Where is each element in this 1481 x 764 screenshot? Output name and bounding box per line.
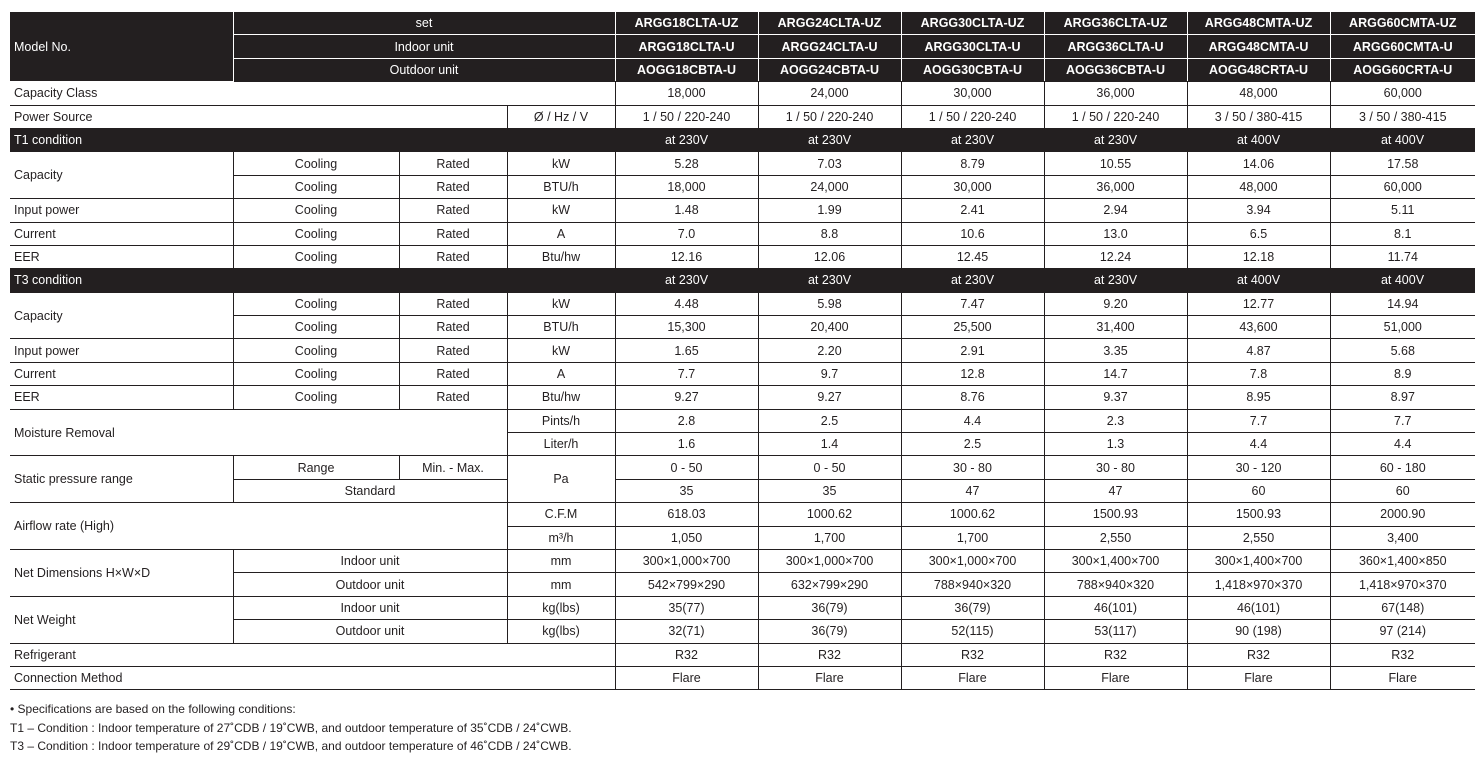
rating-cell: Rated [399, 316, 507, 339]
value-cell: 1,700 [901, 526, 1044, 549]
row-label: Capacity [10, 152, 233, 199]
value-cell: 7.47 [901, 292, 1044, 315]
unit-cell: kg(lbs) [507, 620, 615, 643]
unit-cell: BTU/h [507, 175, 615, 198]
value-cell: 10.55 [1044, 152, 1187, 175]
value-cell: 36,000 [1044, 175, 1187, 198]
value-cell: 9.37 [1044, 386, 1187, 409]
outdoor-model: AOGG36CBTA-U [1044, 58, 1187, 81]
outdoor-model: AOGG24CBTA-U [758, 58, 901, 81]
value-cell: 9.27 [615, 386, 758, 409]
static-pressure-row [10, 456, 1475, 479]
value-cell: 1 / 50 / 220-240 [1044, 105, 1187, 128]
rating-cell: Rated [399, 362, 507, 385]
t3-row [10, 339, 1475, 362]
indoor-model: ARGG30CLTA-U [901, 35, 1044, 58]
value-cell: 1.4 [758, 433, 901, 456]
outdoor-label: Outdoor unit [233, 58, 615, 81]
voltage-cell: at 230V [615, 128, 758, 151]
refrigerant-row [10, 643, 1475, 666]
voltage-cell: at 230V [901, 128, 1044, 151]
weight-row [10, 596, 1475, 619]
note-intro: • Specifications are based on the following conditions: [10, 702, 296, 716]
value-cell: 1.65 [615, 339, 758, 362]
value-cell: 36(79) [901, 596, 1044, 619]
value-cell: 0 - 50 [615, 456, 758, 479]
unit-cell: Pa [507, 456, 615, 503]
value-cell: 46(101) [1187, 596, 1330, 619]
value-cell: Flare [1330, 666, 1475, 689]
unit-cell: A [507, 362, 615, 385]
value-cell: 36,000 [1044, 82, 1187, 105]
value-cell: 67(148) [1330, 596, 1475, 619]
value-cell: 24,000 [758, 175, 901, 198]
unit-cell: Btu/hw [507, 386, 615, 409]
value-cell: 788×940×320 [1044, 573, 1187, 596]
value-cell: 2.5 [901, 433, 1044, 456]
value-cell: 30,000 [901, 82, 1044, 105]
value-cell: 14.06 [1187, 152, 1330, 175]
value-cell: 18,000 [615, 82, 758, 105]
value-cell: 300×1,000×700 [758, 549, 901, 572]
value-cell: 4.4 [1330, 433, 1475, 456]
value-cell: 5.68 [1330, 339, 1475, 362]
note-t1: T1 – Condition : Indoor temperature of 27˚CDB / 19˚CWB, and outdoor temperature of 35˚CDB / 24˚CWB. [10, 720, 572, 735]
value-cell: 30 - 80 [901, 456, 1044, 479]
row-label: Moisture Removal [10, 409, 507, 456]
mode-cell: Cooling [233, 152, 399, 175]
value-cell: 60 [1330, 479, 1475, 502]
value-cell: R32 [615, 643, 758, 666]
voltage-cell: at 230V [758, 269, 901, 292]
value-cell: 35(77) [615, 596, 758, 619]
value-cell: 7.7 [615, 362, 758, 385]
row-label: Capacity Class [10, 82, 615, 105]
value-cell: 1 / 50 / 220-240 [901, 105, 1044, 128]
value-cell: 1500.93 [1187, 503, 1330, 526]
mode-cell: Cooling [233, 339, 399, 362]
rating-cell: Rated [399, 152, 507, 175]
unit-cell: kW [507, 152, 615, 175]
value-cell: 12.18 [1187, 245, 1330, 268]
voltage-cell: at 230V [901, 269, 1044, 292]
value-cell: 7.03 [758, 152, 901, 175]
value-cell: 4.4 [901, 409, 1044, 432]
voltage-cell: at 400V [1330, 269, 1475, 292]
value-cell: 60,000 [1330, 82, 1475, 105]
value-cell: 2.3 [1044, 409, 1187, 432]
value-cell: 8.95 [1187, 386, 1330, 409]
value-cell: 43,600 [1187, 316, 1330, 339]
set-model: ARGG24CLTA-UZ [758, 12, 901, 35]
value-cell: Flare [1044, 666, 1187, 689]
value-cell: 30,000 [901, 175, 1044, 198]
sub-label: Outdoor unit [233, 620, 507, 643]
value-cell: 12.45 [901, 245, 1044, 268]
value-cell: 2000.90 [1330, 503, 1475, 526]
t1-row [10, 245, 1475, 268]
value-cell: 9.7 [758, 362, 901, 385]
value-cell: 300×1,400×700 [1187, 549, 1330, 572]
value-cell: 3.94 [1187, 199, 1330, 222]
voltage-cell: at 400V [1187, 128, 1330, 151]
value-cell: 3 / 50 / 380-415 [1187, 105, 1330, 128]
row-label: Net Weight [10, 596, 233, 643]
indoor-model: ARGG18CLTA-U [615, 35, 758, 58]
rating-cell: Rated [399, 292, 507, 315]
value-cell: 12.77 [1187, 292, 1330, 315]
value-cell: 9.27 [758, 386, 901, 409]
unit-cell: kW [507, 292, 615, 315]
value-cell: 1 / 50 / 220-240 [615, 105, 758, 128]
row-label: Current [10, 362, 233, 385]
value-cell: 1.99 [758, 199, 901, 222]
value-cell: 1.6 [615, 433, 758, 456]
value-cell: 1,050 [615, 526, 758, 549]
value-cell: 90 (198) [1187, 620, 1330, 643]
voltage-cell: at 400V [1187, 269, 1330, 292]
value-cell: 4.87 [1187, 339, 1330, 362]
range-label: Range [233, 456, 399, 479]
sub-label: Indoor unit [233, 549, 507, 572]
row-label: Input power [10, 199, 233, 222]
mode-cell: Cooling [233, 362, 399, 385]
set-model: ARGG60CMTA-UZ [1330, 12, 1475, 35]
value-cell: 2.8 [615, 409, 758, 432]
value-cell: 2.20 [758, 339, 901, 362]
connection-row [10, 666, 1475, 689]
unit-cell: kg(lbs) [507, 596, 615, 619]
value-cell: 5.98 [758, 292, 901, 315]
value-cell: 14.94 [1330, 292, 1475, 315]
value-cell: Flare [615, 666, 758, 689]
value-cell: 25,500 [901, 316, 1044, 339]
value-cell: 32(71) [615, 620, 758, 643]
value-cell: 7.7 [1187, 409, 1330, 432]
value-cell: 8.8 [758, 222, 901, 245]
voltage-cell: at 400V [1330, 128, 1475, 151]
value-cell: 12.8 [901, 362, 1044, 385]
mode-cell: Cooling [233, 222, 399, 245]
mode-cell: Cooling [233, 386, 399, 409]
value-cell: 11.74 [1330, 245, 1475, 268]
value-cell: 3,400 [1330, 526, 1475, 549]
value-cell: 48,000 [1187, 82, 1330, 105]
value-cell: 5.28 [615, 152, 758, 175]
value-cell: 2.41 [901, 199, 1044, 222]
voltage-cell: at 230V [758, 128, 901, 151]
value-cell: 17.58 [1330, 152, 1475, 175]
indoor-model: ARGG48CMTA-U [1187, 35, 1330, 58]
value-cell: 36(79) [758, 596, 901, 619]
condition-label: T1 condition [10, 128, 615, 151]
value-cell: 10.6 [901, 222, 1044, 245]
value-cell: 4.48 [615, 292, 758, 315]
row-label: Power Source [10, 105, 507, 128]
rating-cell: Rated [399, 199, 507, 222]
value-cell: 13.0 [1044, 222, 1187, 245]
value-cell: R32 [1044, 643, 1187, 666]
value-cell: 15,300 [615, 316, 758, 339]
value-cell: 8.76 [901, 386, 1044, 409]
outdoor-model: AOGG60CRTA-U [1330, 58, 1475, 81]
row-label: EER [10, 245, 233, 268]
standard-label: Standard [233, 479, 507, 502]
voltage-cell: at 230V [1044, 128, 1187, 151]
value-cell: 12.16 [615, 245, 758, 268]
set-model: ARGG36CLTA-UZ [1044, 12, 1187, 35]
row-label: Net Dimensions H×W×D [10, 549, 233, 596]
value-cell: 36(79) [758, 620, 901, 643]
value-cell: 788×940×320 [901, 573, 1044, 596]
unit-cell: Pints/h [507, 409, 615, 432]
value-cell: 20,400 [758, 316, 901, 339]
value-cell: 24,000 [758, 82, 901, 105]
value-cell: 0 - 50 [758, 456, 901, 479]
unit-cell: mm [507, 573, 615, 596]
row-label: Input power [10, 339, 233, 362]
sub-label: Indoor unit [233, 596, 507, 619]
unit-cell: kW [507, 199, 615, 222]
outdoor-model: AOGG30CBTA-U [901, 58, 1044, 81]
value-cell: 2,550 [1187, 526, 1330, 549]
moisture-row [10, 409, 1475, 432]
value-cell: 7.0 [615, 222, 758, 245]
unit-cell: BTU/h [507, 316, 615, 339]
mode-cell: Cooling [233, 199, 399, 222]
minmax-label: Min. - Max. [399, 456, 507, 479]
value-cell: 46(101) [1044, 596, 1187, 619]
unit-cell: Ø / Hz / V [507, 105, 615, 128]
t1-row [10, 152, 1475, 175]
note-t3: T3 – Condition : Indoor temperature of 29˚CDB / 19˚CWB, and outdoor temperature of 46˚CDB / 24˚CWB. [10, 739, 572, 753]
value-cell: 8.9 [1330, 362, 1475, 385]
set-label: set [233, 12, 615, 35]
rating-cell: Rated [399, 222, 507, 245]
value-cell: 14.7 [1044, 362, 1187, 385]
value-cell: 18,000 [615, 175, 758, 198]
value-cell: 1.3 [1044, 433, 1187, 456]
rating-cell: Rated [399, 386, 507, 409]
voltage-cell: at 230V [615, 269, 758, 292]
sub-label: Outdoor unit [233, 573, 507, 596]
t1-row [10, 199, 1475, 222]
value-cell: 6.5 [1187, 222, 1330, 245]
indoor-model: ARGG60CMTA-U [1330, 35, 1475, 58]
row-label: Refrigerant [10, 643, 615, 666]
dimensions-row [10, 549, 1475, 572]
value-cell: 2,550 [1044, 526, 1187, 549]
value-cell: 1500.93 [1044, 503, 1187, 526]
value-cell: R32 [901, 643, 1044, 666]
outdoor-model: AOGG48CRTA-U [1187, 58, 1330, 81]
value-cell: 1000.62 [901, 503, 1044, 526]
outdoor-model: AOGG18CBTA-U [615, 58, 758, 81]
value-cell: 300×1,000×700 [615, 549, 758, 572]
t3-row [10, 292, 1475, 315]
set-model: ARGG48CMTA-UZ [1187, 12, 1330, 35]
unit-cell: mm [507, 549, 615, 572]
value-cell: 51,000 [1330, 316, 1475, 339]
value-cell: Flare [901, 666, 1044, 689]
value-cell: 8.1 [1330, 222, 1475, 245]
value-cell: 1,700 [758, 526, 901, 549]
capacity-class-row [10, 82, 1475, 105]
rating-cell: Rated [399, 339, 507, 362]
t3-band [10, 269, 1475, 292]
set-model: ARGG18CLTA-UZ [615, 12, 758, 35]
spec-table [10, 12, 1475, 690]
value-cell: 1.48 [615, 199, 758, 222]
value-cell: Flare [758, 666, 901, 689]
set-model: ARGG30CLTA-UZ [901, 12, 1044, 35]
t3-row [10, 362, 1475, 385]
value-cell: R32 [758, 643, 901, 666]
value-cell: 3.35 [1044, 339, 1187, 362]
value-cell: 7.8 [1187, 362, 1330, 385]
value-cell: 4.4 [1187, 433, 1330, 456]
value-cell: 30 - 120 [1187, 456, 1330, 479]
unit-cell: C.F.M [507, 503, 615, 526]
row-label: Static pressure range [10, 456, 233, 503]
row-label: Airflow rate (High) [10, 503, 507, 550]
value-cell: 3 / 50 / 380-415 [1330, 105, 1475, 128]
value-cell: 48,000 [1187, 175, 1330, 198]
value-cell: 31,400 [1044, 316, 1187, 339]
value-cell: 60 [1187, 479, 1330, 502]
value-cell: 1,418×970×370 [1187, 573, 1330, 596]
value-cell: Flare [1187, 666, 1330, 689]
value-cell: 2.5 [758, 409, 901, 432]
indoor-label: Indoor unit [233, 35, 615, 58]
value-cell: 2.94 [1044, 199, 1187, 222]
voltage-cell: at 230V [1044, 269, 1187, 292]
value-cell: 7.7 [1330, 409, 1475, 432]
t3-row [10, 386, 1475, 409]
row-label: Current [10, 222, 233, 245]
value-cell: 618.03 [615, 503, 758, 526]
t1-band [10, 128, 1475, 151]
unit-cell: m³/h [507, 526, 615, 549]
value-cell: 8.79 [901, 152, 1044, 175]
row-label: EER [10, 386, 233, 409]
footnotes [10, 700, 572, 756]
value-cell: 8.97 [1330, 386, 1475, 409]
mode-cell: Cooling [233, 292, 399, 315]
model-no-label: Model No. [10, 12, 233, 82]
value-cell: 47 [901, 479, 1044, 502]
value-cell: 53(117) [1044, 620, 1187, 643]
mode-cell: Cooling [233, 245, 399, 268]
value-cell: 360×1,400×850 [1330, 549, 1475, 572]
value-cell: R32 [1330, 643, 1475, 666]
row-label: Capacity [10, 292, 233, 339]
mode-cell: Cooling [233, 316, 399, 339]
value-cell: 542×799×290 [615, 573, 758, 596]
condition-label: T3 condition [10, 269, 615, 292]
value-cell: 12.24 [1044, 245, 1187, 268]
value-cell: R32 [1187, 643, 1330, 666]
value-cell: 300×1,400×700 [1044, 549, 1187, 572]
value-cell: 9.20 [1044, 292, 1187, 315]
header-row-set [10, 12, 1475, 35]
t1-row [10, 222, 1475, 245]
value-cell: 2.91 [901, 339, 1044, 362]
unit-cell: Liter/h [507, 433, 615, 456]
unit-cell: A [507, 222, 615, 245]
unit-cell: kW [507, 339, 615, 362]
indoor-model: ARGG24CLTA-U [758, 35, 901, 58]
rating-cell: Rated [399, 175, 507, 198]
row-label: Connection Method [10, 666, 615, 689]
value-cell: 632×799×290 [758, 573, 901, 596]
value-cell: 1 / 50 / 220-240 [758, 105, 901, 128]
value-cell: 1,418×970×370 [1330, 573, 1475, 596]
value-cell: 97 (214) [1330, 620, 1475, 643]
value-cell: 300×1,000×700 [901, 549, 1044, 572]
value-cell: 60,000 [1330, 175, 1475, 198]
rating-cell: Rated [399, 245, 507, 268]
value-cell: 35 [615, 479, 758, 502]
value-cell: 12.06 [758, 245, 901, 268]
mode-cell: Cooling [233, 175, 399, 198]
value-cell: 60 - 180 [1330, 456, 1475, 479]
value-cell: 1000.62 [758, 503, 901, 526]
value-cell: 30 - 80 [1044, 456, 1187, 479]
value-cell: 5.11 [1330, 199, 1475, 222]
indoor-model: ARGG36CLTA-U [1044, 35, 1187, 58]
airflow-row [10, 503, 1475, 526]
unit-cell: Btu/hw [507, 245, 615, 268]
value-cell: 47 [1044, 479, 1187, 502]
power-source-row [10, 105, 1475, 128]
value-cell: 52(115) [901, 620, 1044, 643]
value-cell: 35 [758, 479, 901, 502]
